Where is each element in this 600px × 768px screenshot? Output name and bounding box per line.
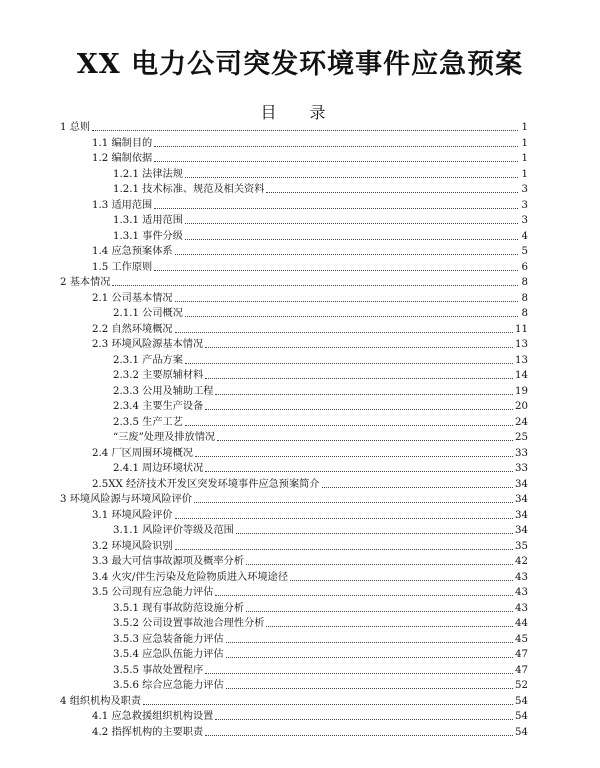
toc-entry-page-number: 34	[515, 478, 528, 490]
toc-leader-dots	[215, 595, 513, 596]
toc-entry[interactable]	[113, 415, 528, 430]
toc-leader-dots	[205, 471, 513, 472]
toc-entry[interactable]	[92, 477, 528, 492]
toc-entry-label: 2.5XX 经济技术开发区突发环境事件应急预案简介	[92, 478, 320, 490]
toc-entry-label: 2.3.5 生产工艺	[113, 416, 183, 428]
toc-leader-dots	[185, 363, 513, 364]
toc-entry-label: 3.5.1 现有事故防范设施分析	[113, 602, 245, 614]
toc-entry-page-number: 24	[515, 416, 528, 428]
toc-entry[interactable]	[92, 322, 528, 337]
toc-leader-dots	[143, 704, 513, 705]
toc-leader-dots	[205, 735, 513, 736]
toc-entry-page-number: 43	[515, 571, 528, 583]
toc-entry-page-number: 1	[521, 137, 528, 149]
toc-leader-dots	[92, 130, 518, 131]
toc-entry-label: 3 环境风险源与环境风险评价	[60, 494, 192, 505]
toc-entry-label: 3.5.5 事故处置程序	[113, 664, 204, 676]
toc-entry-page-number: 8	[521, 308, 528, 319]
toc-entry-label: 2.3.1 产品方案	[113, 354, 183, 366]
toc-entry-label: 1.2.1 技术标准、规范及相关资料	[113, 184, 265, 195]
toc-heading: 目 录	[260, 103, 340, 122]
toc-leader-dots	[226, 642, 513, 643]
toc-entry-label: 3.5.3 应急装备能力评估	[113, 633, 224, 645]
toc-entry[interactable]	[113, 368, 528, 383]
toc-entry-label: 2.3.2 主要原辅材料	[113, 370, 204, 381]
toc-entry-page-number: 11	[515, 323, 528, 335]
toc-entry-label: 2.1 公司基本情况	[92, 292, 173, 304]
toc-entry-label: 2.3 环境风险源基本情况	[92, 339, 204, 350]
toc-entry[interactable]	[92, 570, 528, 585]
toc-entry[interactable]	[92, 554, 528, 569]
toc-entry-page-number: 47	[515, 664, 528, 676]
toc-entry-page-number: 54	[515, 695, 528, 707]
toc-leader-dots	[185, 425, 513, 426]
toc-entry-page-number: 47	[515, 649, 528, 660]
toc-leader-dots	[195, 456, 513, 457]
toc-entry-page-number: 43	[515, 587, 528, 598]
toc-leader-dots	[175, 549, 513, 550]
toc-leader-dots	[266, 626, 513, 627]
toc-leader-dots	[154, 270, 518, 271]
toc-entry[interactable]	[113, 182, 528, 197]
toc-leader-dots	[154, 146, 518, 147]
toc-entry-label: 3.4 火灾/伴生污染及危险物质进入环境途径	[92, 571, 289, 583]
toc-entry-page-number: 1	[521, 153, 528, 164]
toc-entry[interactable]	[113, 213, 528, 228]
toc-entry[interactable]	[92, 725, 528, 740]
toc-entry-label: 4 组织机构及职责	[60, 695, 142, 707]
toc-entry[interactable]	[92, 585, 528, 600]
toc-entry[interactable]	[92, 539, 528, 554]
toc-entry-label: 1.4 应急预案体系	[92, 246, 173, 257]
toc-entry-page-number: 1	[521, 168, 528, 180]
toc-entry[interactable]	[92, 709, 528, 724]
toc-entry-label: 2.3.4 主要生产设备	[113, 401, 204, 412]
toc-entry-page-number: 3	[521, 215, 528, 226]
toc-entry-page-number: 8	[521, 292, 528, 304]
toc-entry[interactable]	[113, 523, 528, 538]
toc-entry-label: 3.5.6 综合应急能力评估	[113, 680, 224, 691]
toc-entry[interactable]	[113, 229, 528, 244]
toc-entry-label: 1.3.1 事件分级	[113, 230, 183, 242]
toc-entry-page-number: 19	[515, 385, 528, 397]
toc-entry-page-number: 34	[515, 525, 528, 536]
toc-entry-label: 4.2 指挥机构的主要职责	[92, 726, 204, 738]
toc-entry[interactable]	[92, 446, 528, 461]
toc-entry[interactable]	[60, 694, 528, 709]
toc-leader-dots	[185, 239, 518, 240]
toc-entry[interactable]	[113, 167, 528, 182]
toc-entry[interactable]	[113, 384, 528, 399]
toc-leader-dots	[154, 161, 518, 162]
toc-entry-label: 2.2 自然环境概况	[92, 323, 173, 335]
toc-entry-label: 3.1 环境风险评价	[92, 509, 173, 521]
toc-entry[interactable]	[113, 430, 528, 445]
toc-entry-label: 2.4 厂区周围环境概况	[92, 447, 193, 459]
toc-entry[interactable]	[92, 508, 528, 523]
toc-leader-dots	[185, 316, 518, 317]
toc-entry[interactable]	[92, 198, 528, 213]
toc-entry-page-number: 13	[515, 354, 528, 366]
toc-entry-label: 2 基本情况	[60, 277, 111, 288]
toc-entry[interactable]	[92, 291, 528, 306]
toc-leader-dots	[217, 440, 513, 441]
toc-entry[interactable]	[113, 678, 528, 693]
toc-entry-label: 3.5.2 公司设置事故池合理性分析	[113, 618, 265, 629]
toc-leader-dots	[154, 208, 518, 209]
toc-entry-page-number: 1	[521, 122, 528, 133]
toc-entry-label: “三废”处理及排放情况	[113, 432, 216, 443]
toc-leader-dots	[226, 657, 513, 658]
toc-entry-page-number: 42	[515, 556, 528, 567]
toc-entry-page-number: 52	[515, 680, 528, 691]
toc-entry-label: 4.1 应急救援组织机构设置	[92, 711, 214, 722]
toc-leader-dots	[205, 347, 513, 348]
toc-leader-dots	[205, 673, 513, 674]
toc-entry[interactable]	[92, 151, 528, 166]
toc-entry-page-number: 45	[515, 633, 528, 645]
toc-entry-page-number: 43	[515, 602, 528, 614]
toc-entry-page-number: 44	[515, 618, 528, 629]
toc-leader-dots	[175, 518, 513, 519]
toc-leader-dots	[194, 502, 513, 503]
document-title: XX 电力公司突发环境事件应急预案	[76, 49, 524, 80]
toc-leader-dots	[205, 378, 513, 379]
toc-entry-page-number: 34	[515, 494, 528, 505]
toc-leader-dots	[290, 580, 513, 581]
toc-entry-page-number: 4	[521, 230, 528, 242]
toc-leader-dots	[226, 688, 513, 689]
toc-entry-label: 1.5 工作原则	[92, 261, 153, 273]
toc-leader-dots	[112, 285, 518, 286]
toc-leader-dots	[185, 223, 518, 224]
toc-entry-label: 3.3 最大可信事故源项及概率分析	[92, 556, 244, 567]
toc-entry[interactable]	[92, 337, 528, 352]
toc-entry-label: 1.2 编制依据	[92, 153, 153, 164]
toc-entry-page-number: 3	[521, 199, 528, 211]
toc-entry-page-number: 35	[515, 540, 528, 552]
toc-entry[interactable]	[92, 244, 528, 259]
toc-entry[interactable]	[113, 399, 528, 414]
toc-entry-label: 1.2.1 法律法规	[113, 168, 183, 180]
toc-entry-page-number: 34	[515, 509, 528, 521]
toc-entry-label: 3.5 公司现有应急能力评估	[92, 587, 214, 598]
toc-entry-label: 1.3.1 适用范围	[113, 215, 183, 226]
toc-leader-dots	[266, 192, 518, 193]
toc-entry-page-number: 25	[515, 432, 528, 443]
toc-entry[interactable]	[113, 461, 528, 476]
toc-leader-dots	[236, 533, 513, 534]
toc-entry-label: 1.3 适用范围	[92, 199, 153, 211]
toc-entry-label: 2.1.1 公司概况	[113, 308, 183, 319]
toc-entry-page-number: 14	[515, 370, 528, 381]
toc-entry[interactable]	[113, 353, 528, 368]
toc-entry[interactable]	[113, 306, 528, 321]
toc-entry-page-number: 54	[515, 726, 528, 738]
toc-entry-label: 1 总则	[60, 122, 91, 133]
toc-entry[interactable]	[113, 601, 528, 616]
toc-entry[interactable]	[113, 632, 528, 647]
toc-leader-dots	[215, 394, 513, 395]
toc-entry[interactable]	[92, 136, 528, 151]
toc-entry[interactable]	[113, 616, 528, 631]
toc-leader-dots	[175, 254, 518, 255]
toc-entry-page-number: 8	[521, 277, 528, 288]
toc-entry-page-number: 6	[521, 261, 528, 273]
toc-entry-page-number: 54	[515, 711, 528, 722]
toc-leader-dots	[246, 611, 513, 612]
toc-entry-label: 2.3.3 公用及辅助工程	[113, 385, 214, 397]
toc-entry-page-number: 3	[521, 184, 528, 195]
toc-leader-dots	[175, 332, 513, 333]
toc-leader-dots	[246, 564, 513, 565]
toc-entry[interactable]	[113, 647, 528, 662]
toc-leader-dots	[185, 177, 518, 178]
toc-entry[interactable]	[60, 492, 528, 507]
toc-entry-page-number: 20	[515, 401, 528, 412]
toc-entry-label: 3.5.4 应急队伍能力评估	[113, 649, 224, 660]
toc-leader-dots	[205, 409, 513, 410]
toc-entry-page-number: 13	[515, 339, 528, 350]
toc-entry-label: 1.1 编制目的	[92, 137, 153, 149]
toc-entry-label: 2.4.1 周边环境状况	[113, 463, 204, 474]
toc-leader-dots	[215, 719, 513, 720]
toc-entry[interactable]	[60, 120, 528, 135]
toc-entry-page-number: 33	[515, 463, 528, 474]
toc-entry[interactable]	[60, 275, 528, 290]
toc-leader-dots	[322, 487, 514, 488]
toc-entry-page-number: 33	[515, 447, 528, 459]
toc-entry-label: 3.1.1 风险评价等级及范围	[113, 525, 234, 536]
toc-entry[interactable]	[113, 663, 528, 678]
toc-entry[interactable]	[92, 260, 528, 275]
toc-entry-page-number: 5	[521, 246, 528, 257]
toc-leader-dots	[175, 301, 518, 302]
toc-entry-label: 3.2 环境风险识别	[92, 540, 173, 552]
